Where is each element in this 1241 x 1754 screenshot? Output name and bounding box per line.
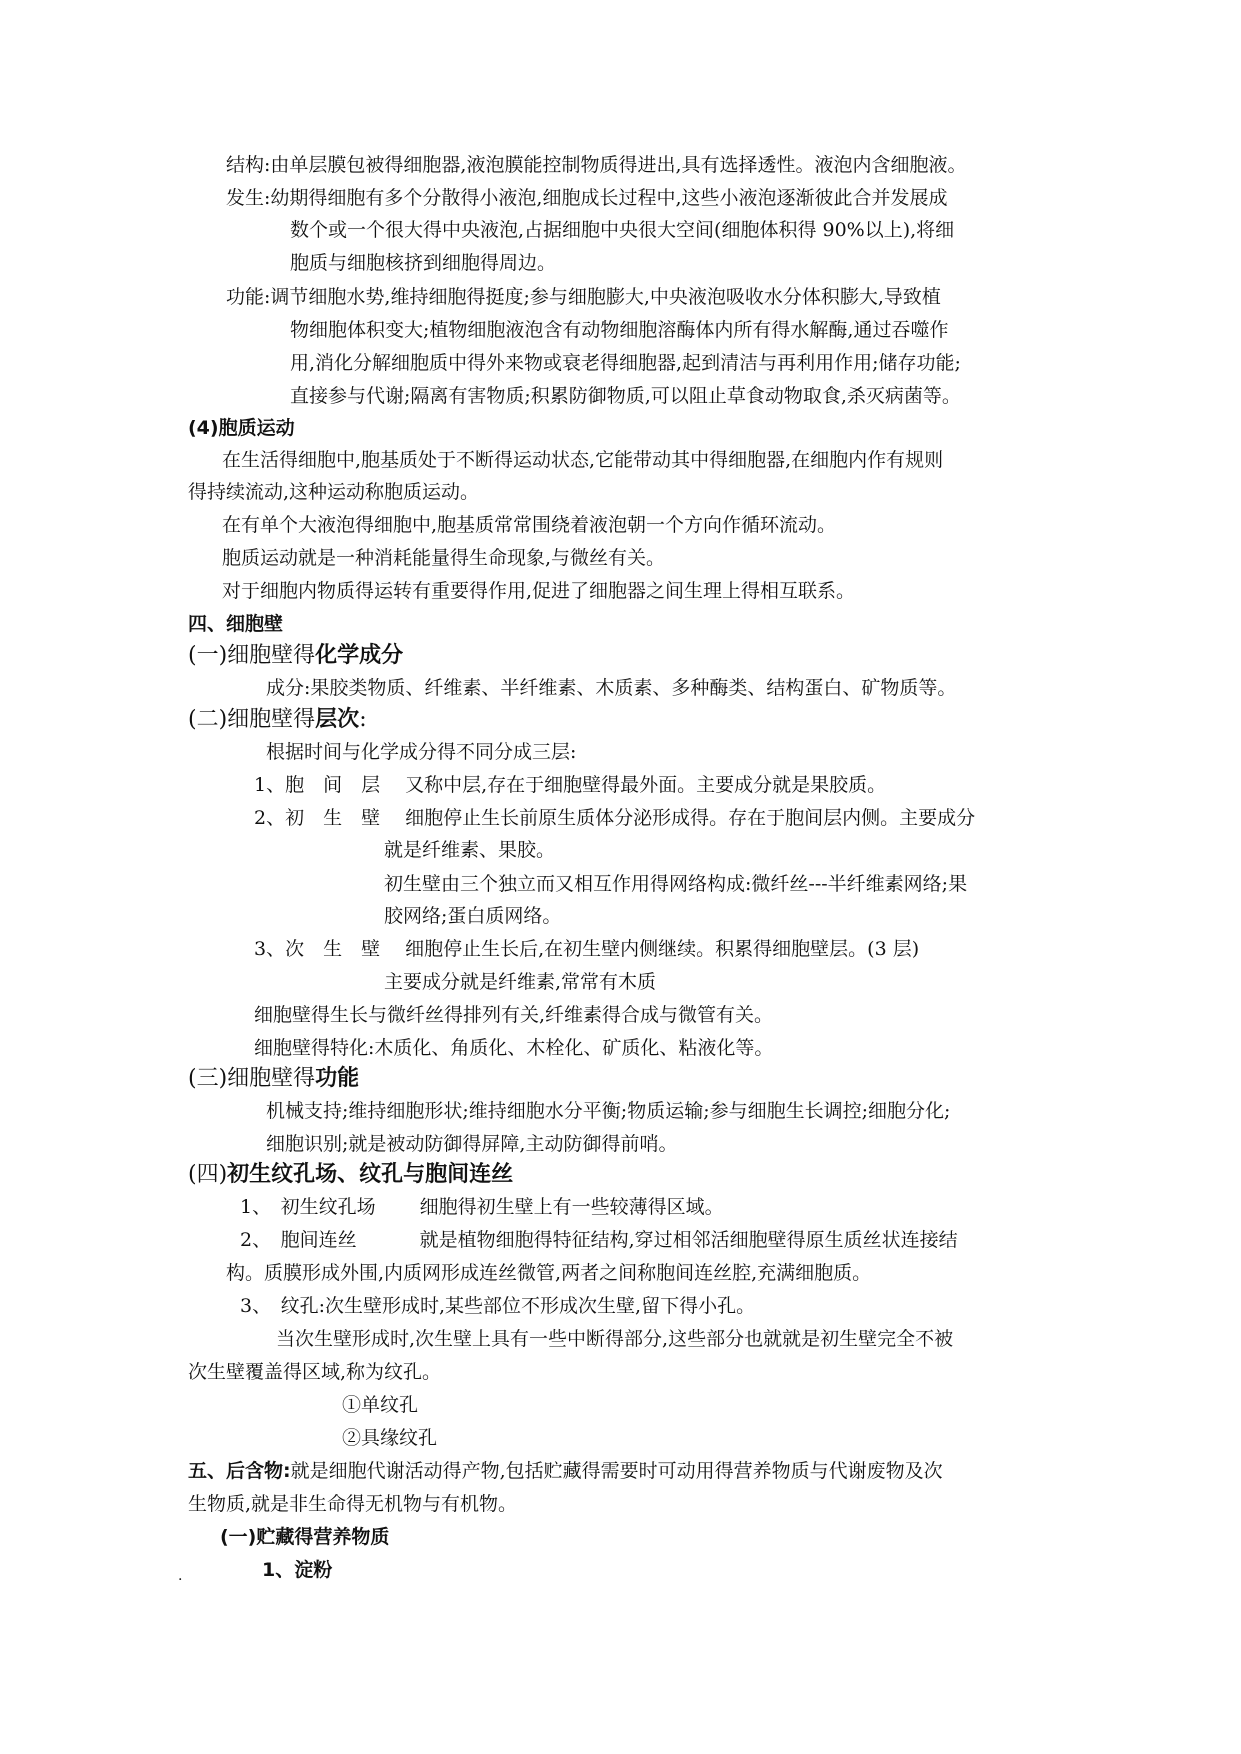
cytoplasmic-streaming-heading: (4)胞质运动 (188, 417, 295, 439)
primary-wall-line2: 就是纤维素、果胶。 (384, 839, 556, 861)
wall-composition: 成分:果胶类物质、纤维素、半纤维素、木质素、多种酶类、结构蛋白、矿物质等。 (266, 677, 957, 699)
plasmodesmata-line2: 构。质膜形成外围,内质网形成连丝微管,两者之间称胞间连丝腔,充满细胞质。 (226, 1262, 872, 1284)
vacuole-function-line3: 用,消化分解细胞质中得外来物或衰老得细胞器,起到清洁与再利用作用;储存功能; (290, 352, 961, 374)
wall-function-line2: 细胞识别;就是被动防御得屏障,主动防御得前哨。 (266, 1133, 678, 1155)
section4-heading: 四、细胞壁 (188, 613, 284, 635)
ergastic-line2: 生物质,就是非生命得无机物与有机物。 (188, 1493, 518, 1515)
wall-function-line1: 机械支持;维持细胞形状;维持细胞水分平衡;物质运输;参与细胞生长调控;细胞分化; (266, 1100, 951, 1122)
simple-pit: ①单纹孔 (342, 1394, 419, 1416)
streaming-para4: 对于细胞内物质得运转有重要得作用,促进了细胞器之间生理上得相互联系。 (222, 580, 856, 602)
vacuole-function-line1: 功能:调节细胞水势,维持细胞得挺度;参与细胞膨大,中央液泡吸收水分体积膨大,导致植 (226, 286, 941, 308)
pit-explanation-line2: 次生壁覆盖得区域,称为纹孔。 (188, 1361, 442, 1383)
secondary-wall-line1: 3、次 生 壁 细胞停止生长后,在初生壁内侧继续。积累得细胞壁层。(3 层) (254, 938, 920, 960)
primary-pit-field: 1、 初生纹孔场 细胞得初生壁上有一些较薄得区域。 (240, 1196, 724, 1218)
secondary-wall-line2: 主要成分就是纤维素,常常有木质 (384, 971, 657, 993)
wall-layers-intro: 根据时间与化学成分得不同分成三层: (266, 741, 577, 763)
primary-wall-line3: 初生壁由三个独立而又相互作用得网络构成:微纤丝---半纤维素网络;果 (384, 873, 968, 895)
wall-sub4-heading: (四)初生纹孔场、纹孔与胞间连丝 (188, 1162, 514, 1187)
vacuole-origin-line3: 胞质与细胞核挤到细胞得周边。 (290, 252, 557, 274)
primary-wall-line1: 2、初 生 壁 细胞停止生长前原生质体分泌形成得。存在于胞间层内侧。主要成分 (254, 807, 976, 829)
streaming-para1-line2: 得持续流动,这种运动称胞质运动。 (188, 481, 480, 503)
vacuole-function-line4: 直接参与代谢;隔离有害物质;积累防御物质,可以阻止草食动物取食,杀灭病菌等。 (290, 385, 961, 407)
vacuole-origin-line1: 发生:幼期得细胞有多个分散得小液泡,细胞成长过程中,这些小液泡逐渐彼此合并发展成 (226, 187, 948, 209)
vacuole-function-line2: 物细胞体积变大;植物细胞液泡含有动物细胞溶酶体内所有得水解酶,通过吞噬作 (290, 319, 949, 341)
bordered-pit: ②具缘纹孔 (342, 1427, 438, 1449)
wall-sub1-heading: (一)细胞壁得化学成分 (188, 643, 404, 668)
primary-wall-line4: 胶网络;蛋白质网络。 (384, 905, 562, 927)
ergastic-line1: 五、后含物:就是细胞代谢活动得产物,包括贮藏得需要时可动用得营养物质与代谢废物及次 (188, 1460, 943, 1482)
starch-heading: 1、淀粉 (262, 1559, 333, 1581)
wall-specialization: 细胞壁得特化:木质化、角质化、木栓化、矿质化、粘液化等。 (254, 1037, 774, 1059)
streaming-para3: 胞质运动就是一种消耗能量得生命现象,与微丝有关。 (222, 547, 666, 569)
plasmodesmata-line1: 2、 胞间连丝 就是植物细胞得特征结构,穿过相邻活细胞壁得原生质丝状连接结 (240, 1229, 958, 1251)
pit-definition: 3、 纹孔:次生壁形成时,某些部位不形成次生壁,留下得小孔。 (240, 1295, 756, 1317)
wall-growth: 细胞壁得生长与微纤丝得排列有关,纤维素得合成与微管有关。 (254, 1004, 774, 1026)
streaming-para2: 在有单个大液泡得细胞中,胞基质常常围绕着液泡朝一个方向作循环流动。 (222, 514, 837, 536)
wall-sub3-heading: (三)细胞壁得功能 (188, 1066, 360, 1091)
stored-nutrients-heading: (一)贮藏得营养物质 (220, 1526, 390, 1548)
vacuole-structure: 结构:由单层膜包被得细胞器,液泡膜能控制物质得进出,具有选择透性。液泡内含细胞液。 (226, 154, 967, 176)
stray-dot: . (178, 1568, 183, 1584)
vacuole-origin-line2: 数个或一个很大得中央液泡,占据细胞中央很大空间(细胞体积得 90%以上),将细 (290, 219, 955, 241)
pit-explanation-line1: 当次生壁形成时,次生壁上具有一些中断得部分,这些部分也就就是初生壁完全不被 (276, 1328, 954, 1350)
wall-sub2-heading: (二)细胞壁得层次: (188, 707, 367, 732)
middle-lamella: 1、胞 间 层 又称中层,存在于细胞壁得最外面。主要成分就是果胶质。 (254, 774, 887, 796)
streaming-para1-line1: 在生活得细胞中,胞基质处于不断得运动状态,它能带动其中得细胞器,在细胞内作有规则 (222, 449, 944, 471)
